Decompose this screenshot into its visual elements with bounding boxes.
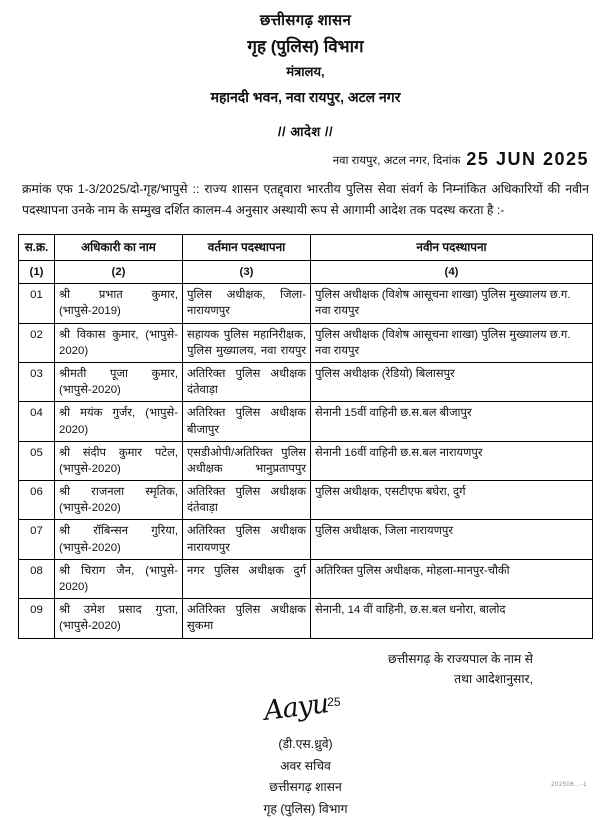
table-row [19,402,593,441]
signature-date: 25 [327,695,341,710]
cell-officer-name: श्री प्रभात कुमार, (भापुसे-2019) [55,284,183,323]
cell-current-posting: अतिरिक्त पुलिस अधीक्षक नारायणपुर [183,520,311,559]
cell-current-posting: एसडीओपी/अतिरिक्त पुलिस अधीक्षक भानुप्रतापपुर [183,441,311,480]
header-line-1: छत्तीसगढ़ शासन [259,12,352,29]
cell-new-posting: पुलिस अधीक्षक, एसटीएफ बघेरा, दुर्ग [311,481,593,520]
cell-new-posting: अतिरिक्त पुलिस अधीक्षक, मोहला-मानपुर-चौकी [311,559,593,598]
cell-current-posting: अतिरिक्त पुलिस अधीक्षक दंतेवाड़ा [183,481,311,520]
closing-block [18,649,593,691]
cell-serial: 06 [19,481,55,520]
table-row [19,323,593,362]
table-row [19,362,593,401]
header-serial: स.क्र. [19,235,55,261]
cell-new-posting: सेनानी 16वीं वाहिनी छ.स.बल नारायणपुर [311,441,593,480]
table-numbering-row [19,261,593,284]
number-col-4: (4) [311,261,593,284]
page-code: 202506...-1 [551,782,587,788]
cell-officer-name: श्री राजनला स्मृतिक, (भापुसे-2020) [55,481,183,520]
cell-officer-name: श्री उमेश प्रसाद गुप्ता, (भापुसे-2020) [55,599,183,638]
header-new-posting: नवीन पदस्थापना [311,235,593,261]
cell-serial: 05 [19,441,55,480]
cell-current-posting: नगर पुलिस अधीक्षक दुर्ग [183,559,311,598]
cell-serial: 09 [19,599,55,638]
cell-officer-name: श्री विकास कुमार, (भापुसे- 2020) [55,323,183,362]
cell-current-posting: अतिरिक्त पुलिस अधीक्षक बीजापुर [183,402,311,441]
cell-new-posting: पुलिस अधीक्षक, जिला नारायणपुर [311,520,593,559]
header-current-posting: वर्तमान पदस्थापना [183,235,311,261]
cell-current-posting: अतिरिक्त पुलिस अधीक्षक सुकमा [183,599,311,638]
table-row [19,284,593,323]
header-line-3: मंत्रालय, [286,64,325,80]
closing-line-2: तथा आदेशानुसार, [454,672,533,687]
signatory-government: छत्तीसगढ़ शासन [269,780,342,795]
header-line-4: महानदी भवन, नवा रायपुर, अटल नगर [210,89,401,106]
cell-new-posting: पुलिस अधीक्षक (विशेष आसूचना शाखा) पुलिस मुख्यालय छ.ग. नवा रायपुर [311,284,593,323]
order-date: 25 JUN 2025 [466,148,589,169]
table-row [19,520,593,559]
number-col-2: (2) [55,261,183,284]
cell-current-posting: अतिरिक्त पुलिस अधीक्षक दंतेवाड़ा [183,362,311,401]
signatory-block [18,734,593,820]
signatory-designation: अवर सचिव [280,758,331,773]
table-row [19,441,593,480]
header-officer-name: अधिकारी का नाम [55,235,183,261]
cell-new-posting: सेनानी, 14 वीं वाहिनी, छ.स.बल धनोरा, बालोद [311,599,593,638]
table-row [19,559,593,598]
cell-current-posting: सहायक पुलिस महानिरीक्षक, पुलिस मुख्यालय, नवा रायपुर [183,323,311,362]
cell-serial: 03 [19,362,55,401]
place-text: नवा रायपुर, अटल नगर, दिनांक [332,154,461,167]
order-title: // आदेश // [277,123,334,139]
order-body-paragraph: क्रमांक एफ 1-3/2025/दो-गृह/भापुसे :: राज्य शासन एतद्द्वारा भारतीय पुलिस सेवा संवर्ग के निम्नांकित अधिकारियों की नवीन पदस्थापना उनके नाम के सम्मुख दर्शित कालम-4 अनुसार अस्थायी रूप से आगामी आदेश तक पदस्थ करता है :- [22,181,589,218]
cell-officer-name: श्रीमती पूजा कुमार, (भापुसे-2020) [55,362,183,401]
signature-area [18,688,593,736]
cell-serial: 04 [19,402,55,441]
document-header [18,10,593,108]
cell-officer-name: श्री मयंक गुर्जर, (भापुसे- 2020) [55,402,183,441]
signatory-department: गृह (पुलिस) विभाग [263,801,348,816]
number-col-3: (3) [183,261,311,284]
cell-serial: 07 [19,520,55,559]
cell-serial: 01 [19,284,55,323]
cell-officer-name: श्री चिराग जैन, (भापुसे- 2020) [55,559,183,598]
table-row [19,599,593,638]
place-date-line [18,148,593,169]
cell-serial: 08 [19,559,55,598]
cell-officer-name: श्री संदीप कुमार पटेल, (भापुसे-2020) [55,441,183,480]
cell-new-posting: पुलिस अधीक्षक (रेडियो) बिलासपुर [311,362,593,401]
closing-line-1: छत्तीसगढ़ के राज्यपाल के नाम से [388,651,533,666]
cell-new-posting: पुलिस अधीक्षक (विशेष आसूचना शाखा) पुलिस मुख्यालय छ.ग. नवा रायपुर [311,323,593,362]
posting-table [18,234,593,638]
cell-officer-name: श्री रॉबिन्सन गुरिया, (भापुसे-2020) [55,520,183,559]
cell-current-posting: पुलिस अधीक्षक, जिला-नारायणपुर [183,284,311,323]
table-row [19,481,593,520]
header-line-2: गृह (पुलिस) विभाग [247,36,364,56]
number-col-1: (1) [19,261,55,284]
signatory-name: (डी.एस.ध्रुवे) [278,737,333,752]
handwritten-signature: Aayu [262,688,331,728]
table-header-row [19,235,593,261]
cell-serial: 02 [19,323,55,362]
cell-new-posting: सेनानी 15वीं वाहिनी छ.स.बल बीजापुर [311,402,593,441]
